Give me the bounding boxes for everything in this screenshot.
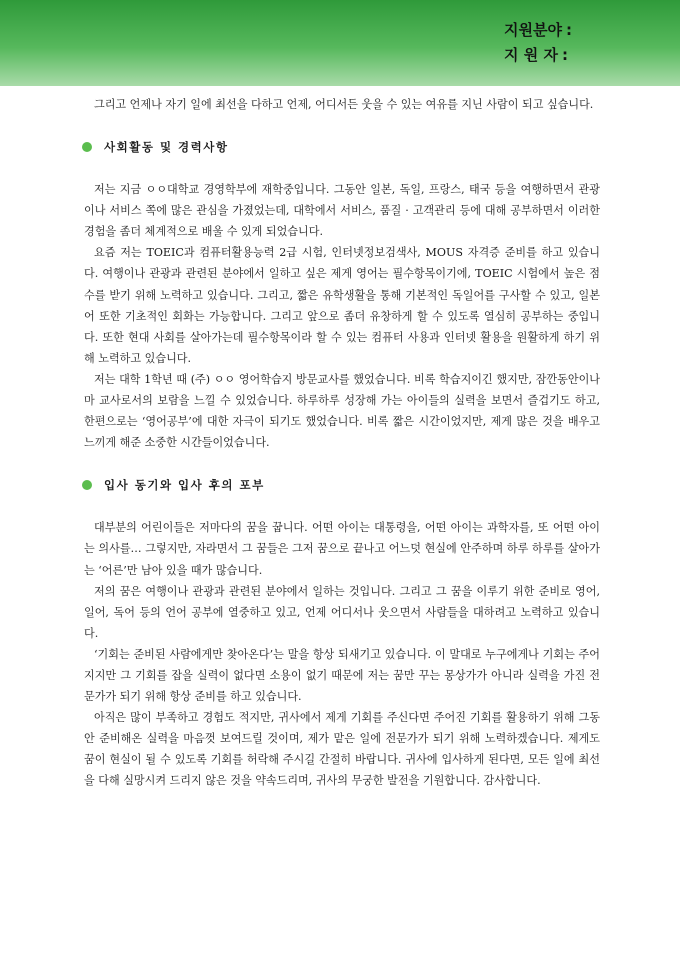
bullet-icon: [82, 480, 92, 490]
applicant-row: [504, 43, 572, 68]
applicant-colon: :: [561, 46, 568, 64]
body-paragraph: 저는 지금 ㅇㅇ대학교 경영학부에 재학중입니다. 그동안 일본, 독일, 프랑스, 태국 등을 여행하면서 관광이나 서비스 쪽에 많은 관심을 가졌었는데, 대학에서 서비스, 품질 · 고객관리 등에 대해 공부하면서 이러한 경험을 좀더 체계적으로 배울 수 있게 되었습니다.: [84, 183, 600, 239]
field-colon: :: [566, 21, 572, 39]
bullet-icon: [82, 142, 92, 152]
section-heading-activities: [84, 136, 600, 158]
section-heading-motivation: [84, 474, 600, 496]
body-paragraph: 저는 대학 1학년 때 (주) ㅇㅇ 영어학습지 방문교사를 했었습니다. 비록 학습지이긴 했지만, 잠깐동안이나마 교사로서의 보람을 느낄 수 있었습니다. 하루하루 성장해 가는 아이들의 실력을 보면서 즐겁기도 하고, 한편으로는 ‘영어공부’에 대한 자극이 되기도 했었습니다. 비록 짧은 시간이었지만, 제게 많은 것을 배우고 느끼게 해준 소중한 시간들이었습니다.: [84, 372, 600, 450]
section-title: 사회활동 및 경력사항: [104, 139, 229, 154]
intro-paragraph: 그리고 언제나 자기 일에 최선을 다하고 언제, 어디서든 웃을 수 있는 여유를 지닌 사람이 되고 싶습니다.: [94, 98, 594, 111]
header-band: [0, 0, 680, 86]
body-paragraph: 요즘 저는 TOEIC과 컴퓨터활용능력 2급 시험, 인터넷정보검색사, MOUS 자격증 준비를 하고 있습니다. 여행이나 관광과 관련된 분야에서 일하고 싶은 제게 영어는 필수항목이기에, TOEIC 시험에서 높은 점수를 받기 위해 노력하고 있습니다. 그리고, 짧은 유학생활을 통해 기본적인 독일어를 구사할 수 있고, 일본어 또한 기초적인 회화는 가능합니다. 그리고 앞으로 좀더 유창하게 할 수 있도록 열심히 공부하는 중입니다. 또한 현대 사회를 살아가는데 필수항목이라 할 수 있는 컴퓨터 사용과 인터넷 활용을 원활하게 하기 위해 노력하고 있습니다.: [84, 246, 600, 365]
body-paragraph: 대부분의 어린이들은 저마다의 꿈을 꿉니다. 어떤 아이는 대통령을, 어떤 아이는 과학자를, 또 어떤 아이는 의사를… 그렇지만, 자라면서 그 꿈들은 그저 꿈으로 끝나고 어느덧 현실에 안주하며 하루 하루를 살아가는 ‘어른’만 남아 있을 때가 많습니다.: [84, 521, 600, 577]
body-paragraph: ‘기회는 준비된 사람에게만 찾아온다’는 말을 항상 되새기고 있습니다. 이 말대로 누구에게나 기회는 주어지지만 그 기회를 잡을 실력이 없다면 소용이 없기 때문에 저는 꿈만 꾸는 몽상가가 아니라 실력을 가진 전문가가 되기 위해 항상 준비를 하고 있습니다.: [84, 647, 600, 704]
document-body: [84, 94, 600, 792]
section-title: 입사 동기와 입사 후의 포부: [104, 477, 265, 492]
applicant-label: 지 원 자: [504, 46, 558, 64]
field-row: [504, 18, 572, 43]
field-label: 지원분야: [504, 21, 562, 39]
header-fields: [504, 18, 572, 68]
body-paragraph: 아직은 많이 부족하고 경험도 적지만, 귀사에서 제게 기회를 주신다면 주어진 기회를 활용하기 위해 그동안 준비해온 실력을 마음껏 보여드릴 것이며, 제가 맡은 일에 전문가가 되기 위해 노력하겠습니다. 제게도 꿈이 현실이 될 수 있도록 기회를 허락해 주시길 간절히 바랍니다. 귀사에 입사하게 된다면, 모든 일에 최선을 다해 실망시켜 드리지 않은 것을 약속드리며, 귀사의 무궁한 발전을 기원합니다. 감사합니다.: [84, 711, 600, 788]
body-paragraph: 저의 꿈은 여행이나 관광과 관련된 분야에서 일하는 것입니다. 그리고 그 꿈을 이루기 위한 준비로 영어, 일어, 독어 등의 언어 공부에 열중하고 있고, 언제 어디서나 웃으면서 사람들을 대하려고 노력하고 있습니다.: [84, 584, 600, 640]
